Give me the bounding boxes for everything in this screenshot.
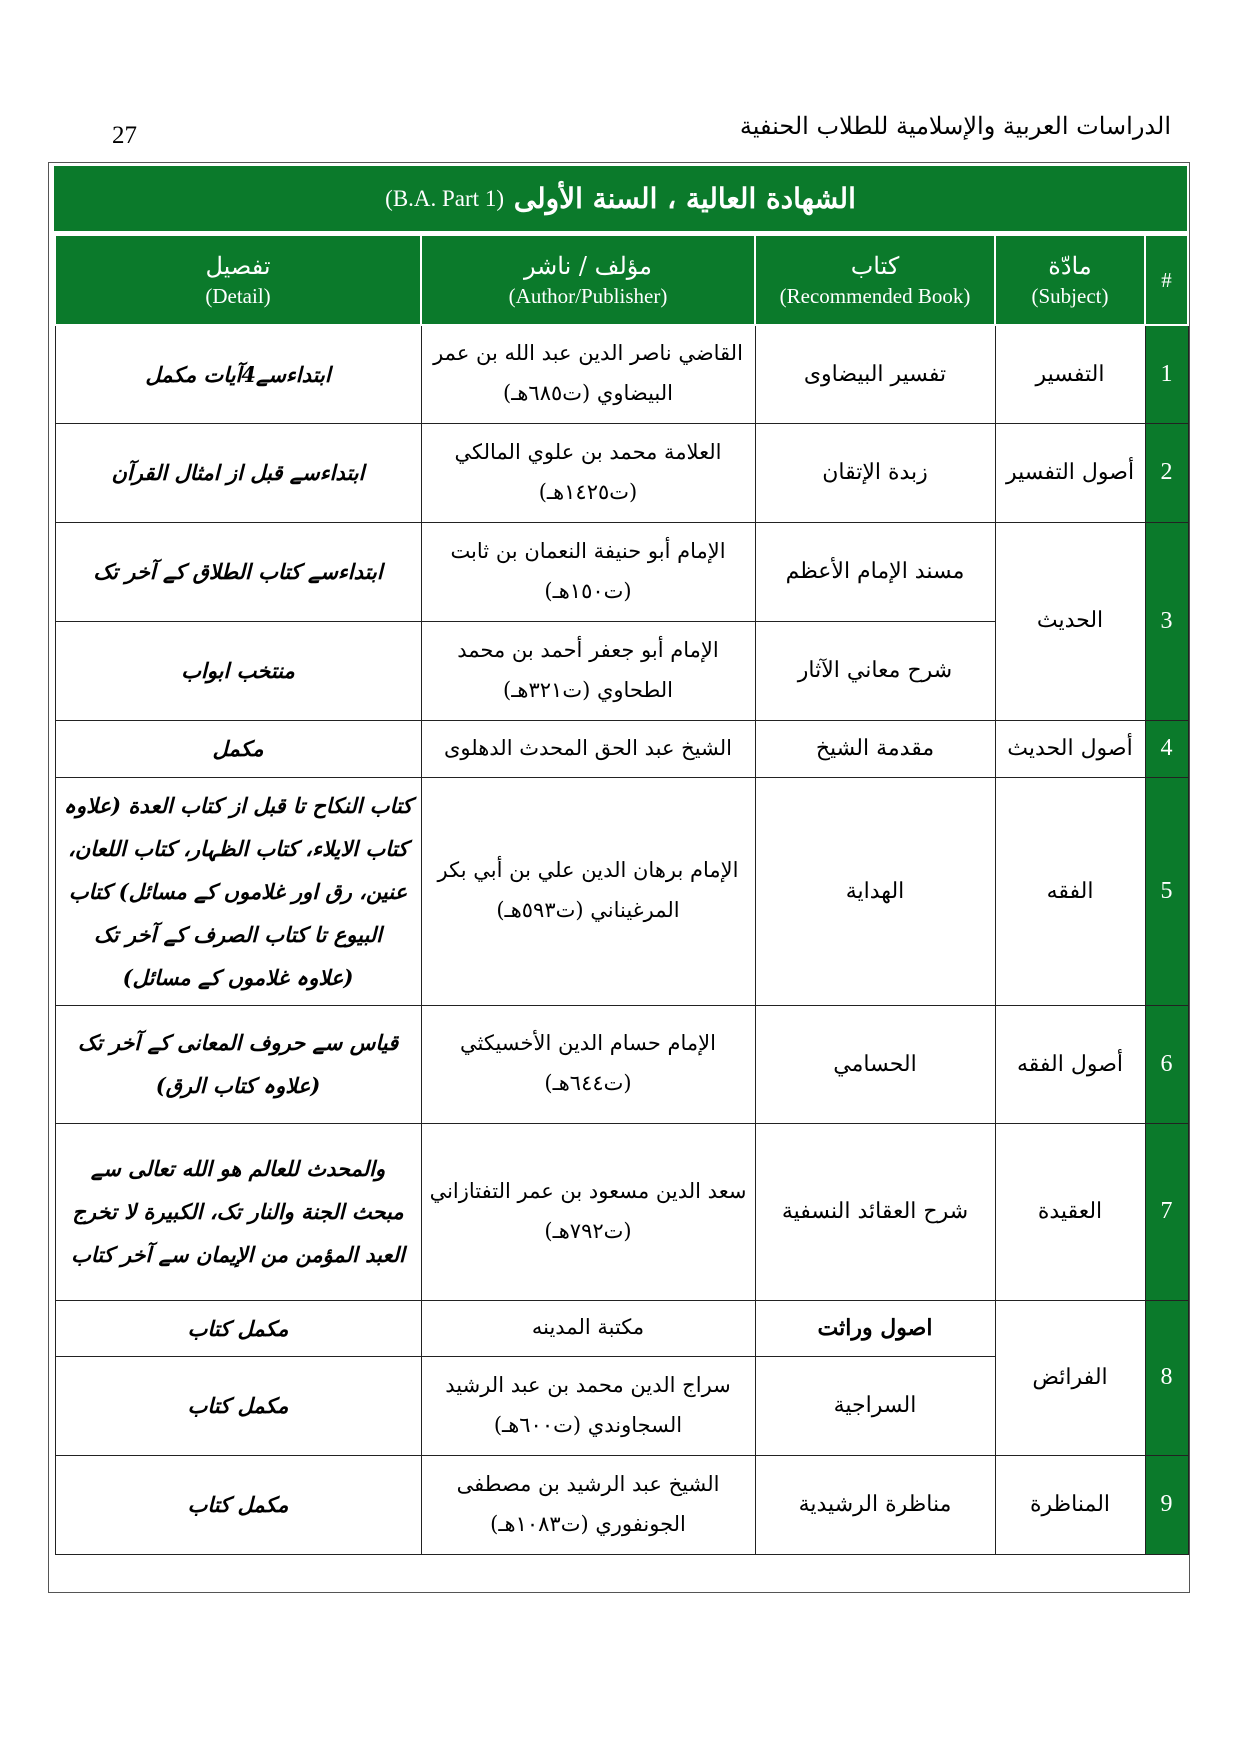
table-row <box>55 522 1188 621</box>
book-cell: تفسير البيضاوى <box>755 325 995 423</box>
table-row <box>55 720 1188 777</box>
subject-cell: المناظرة <box>995 1455 1145 1554</box>
table-row <box>55 1005 1188 1123</box>
author-cell: القاضي ناصر الدين عبد الله بن عمر البيضاوي (ت٦٨٥هـ) <box>421 325 755 423</box>
row-number: 4 <box>1145 720 1188 777</box>
header-subject-ar: مادّة <box>1048 251 1092 280</box>
author-cell: الشيخ عبد الحق المحدث الدهلوى <box>421 720 755 777</box>
book-cell: السراجية <box>755 1356 995 1455</box>
header-book <box>755 235 995 325</box>
book-cell: مسند الإمام الأعظم <box>755 522 995 621</box>
row-number: 8 <box>1145 1300 1188 1455</box>
subject-cell: أصول الحديث <box>995 720 1145 777</box>
detail-cell: ابتداءسے قبل از امثال القرآن <box>55 423 421 522</box>
header-subject-en: (Subject) <box>1031 284 1109 309</box>
course-table <box>54 234 1189 1555</box>
author-cell: الإمام أبو جعفر أحمد بن محمد الطحاوي (ت٣٢١هـ) <box>421 621 755 720</box>
book-cell: الحسامي <box>755 1005 995 1123</box>
subject-cell: أصول التفسير <box>995 423 1145 522</box>
book-cell: شرح العقائد النسفية <box>755 1123 995 1300</box>
header-num: # <box>1145 235 1188 325</box>
header-book-ar: كتاب <box>850 251 900 280</box>
author-cell: العلامة محمد بن علوي المالكي (ت١٤٢٥هـ) <box>421 423 755 522</box>
row-number: 6 <box>1145 1005 1188 1123</box>
book-cell: شرح معاني الآثار <box>755 621 995 720</box>
table-row <box>55 1455 1188 1554</box>
header-author <box>421 235 755 325</box>
header-detail-en: (Detail) <box>205 284 271 309</box>
detail-cell: مکمل کتاب <box>55 1455 421 1554</box>
book-cell: زبدة الإتقان <box>755 423 995 522</box>
detail-cell: کتاب النکاح تا قبل از کتاب العدة (علاوہ کتاب الایلاء، کتاب الظہار، کتاب اللعان، عنین، رق اور غلاموں کے مسائل) کتاب البیوع تا کتاب الصرف کے آخر تک (علاوہ غلاموں کے مسائل) <box>55 777 421 1005</box>
detail-cell: ابتداءسے کتاب الطلاق کے آخر تک <box>55 522 421 621</box>
title-english: (B.A. Part 1) <box>385 185 504 211</box>
author-cell: سراج الدين محمد بن عبد الرشيد السجاوندي (ت٦٠٠هـ) <box>421 1356 755 1455</box>
author-cell: الشيخ عبد الرشيد بن مصطفى الجونفوري (ت١٠٨٣هـ) <box>421 1455 755 1554</box>
subject-cell: العقيدة <box>995 1123 1145 1300</box>
header-book-en: (Recommended Book) <box>779 284 971 309</box>
book-cell: مناظرة الرشيدية <box>755 1455 995 1554</box>
detail-cell: قیاس سے حروف المعانی کے آخر تک (علاوہ کتاب الرق) <box>55 1005 421 1123</box>
header-subject <box>995 235 1145 325</box>
table-title <box>54 166 1187 231</box>
detail-cell: والمحدث للعالم هو الله تعالی سے مبحث الجنة والنار تک، الکبیرة لا تخرج العبد المؤمن من الإیمان سے آخر کتاب <box>55 1123 421 1300</box>
row-number: 2 <box>1145 423 1188 522</box>
table-row <box>55 1300 1188 1356</box>
row-number: 3 <box>1145 522 1188 720</box>
subject-cell: الفقه <box>995 777 1145 1005</box>
table-row <box>55 1123 1188 1300</box>
table-row <box>55 325 1188 423</box>
author-cell: الإمام أبو حنيفة النعمان بن ثابت (ت١٥٠هـ) <box>421 522 755 621</box>
book-cell: مقدمة الشيخ <box>755 720 995 777</box>
detail-cell: مکمل کتاب <box>55 1300 421 1356</box>
author-cell: الإمام حسام الدين الأخسيكثي (ت٦٤٤هـ) <box>421 1005 755 1123</box>
header-detail <box>55 235 421 325</box>
row-number: 1 <box>1145 325 1188 423</box>
detail-cell: مکمل <box>55 720 421 777</box>
book-cell: اصول وراثت <box>755 1300 995 1356</box>
table-row <box>55 423 1188 522</box>
running-header: الدراسات العربية والإسلامية للطلاب الحنفية <box>739 112 1171 140</box>
row-number: 9 <box>1145 1455 1188 1554</box>
author-cell: مكتبة المدينه <box>421 1300 755 1356</box>
row-number: 5 <box>1145 777 1188 1005</box>
table-header-row <box>55 235 1188 325</box>
subject-cell: الحديث <box>995 522 1145 720</box>
detail-cell: مکمل کتاب <box>55 1356 421 1455</box>
header-detail-ar: تفصيل <box>205 251 271 280</box>
detail-cell: منتخب ابواب <box>55 621 421 720</box>
page-number: 27 <box>112 122 137 149</box>
subject-cell: أصول الفقه <box>995 1005 1145 1123</box>
table-row <box>55 777 1188 1005</box>
header-author-ar: مؤلف / ناشر <box>523 251 653 280</box>
title-arabic: الشهادة العالية ، السنة الأولى <box>513 182 856 215</box>
book-cell: الهداية <box>755 777 995 1005</box>
detail-cell: ابتداءسے4آیات مکمل <box>55 325 421 423</box>
row-number: 7 <box>1145 1123 1188 1300</box>
subject-cell: الفرائض <box>995 1300 1145 1455</box>
author-cell: سعد الدين مسعود بن عمر التفتازاني (ت٧٩٢هـ) <box>421 1123 755 1300</box>
subject-cell: التفسير <box>995 325 1145 423</box>
header-author-en: (Author/Publisher) <box>508 284 668 309</box>
author-cell: الإمام برهان الدين علي بن أبي بكر المرغيناني (ت٥٩٣هـ) <box>421 777 755 1005</box>
